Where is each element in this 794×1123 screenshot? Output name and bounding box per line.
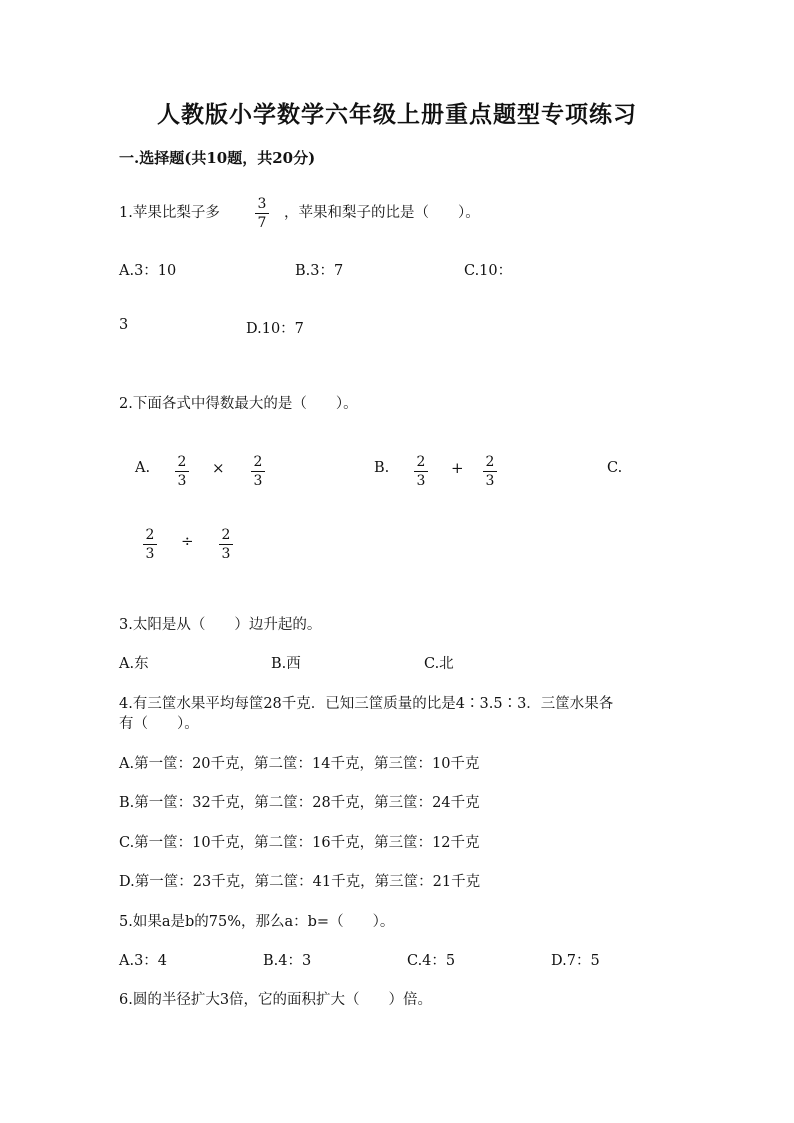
frac-numerator: 2 — [145, 527, 155, 543]
frac-bar — [219, 544, 233, 545]
frac-bar — [251, 471, 265, 472]
q5-option-b: B.4：3 — [263, 953, 312, 969]
q2-b-operator: + — [451, 459, 464, 477]
q5-option-c: C.4：5 — [407, 953, 456, 969]
q1-frac-denominator: 7 — [257, 215, 267, 231]
q3-stem: 3.太阳是从（ ）边升起的。 — [119, 617, 322, 633]
q2-a-operator: × — [212, 459, 225, 477]
q2-b-fraction-1 — [414, 454, 428, 489]
q2-a-fraction-1 — [175, 454, 189, 489]
page-title: 人教版小学数学六年级上册重点题型专项练习 — [157, 101, 637, 128]
q5-option-d: D.7：5 — [551, 953, 600, 969]
q4-option-b: B.第一筐：32千克，第二筐：28千克，第三筐：24千克 — [119, 795, 480, 811]
frac-denominator: 3 — [416, 473, 426, 489]
q1-option-c: C.10： — [464, 263, 513, 279]
frac-numerator: 2 — [221, 527, 231, 543]
q6-stem: 6.圆的半径扩大3倍，它的面积扩大（ ）倍。 — [119, 992, 433, 1008]
frac-denominator: 3 — [221, 546, 231, 562]
frac-numerator: 2 — [485, 454, 495, 470]
frac-bar — [175, 471, 189, 472]
q1-option-a: A.3：10 — [119, 263, 177, 279]
frac-denominator: 3 — [177, 473, 187, 489]
q1-stem-tail: ，苹果和梨子的比是（ ）。 — [284, 205, 480, 221]
q3-option-b: B.西 — [271, 656, 301, 672]
q1-stem: 1.苹果比梨子多 — [119, 205, 220, 221]
frac-numerator: 2 — [416, 454, 426, 470]
frac-bar — [143, 544, 157, 545]
q2-stem: 2.下面各式中得数最大的是（ ）。 — [119, 396, 358, 412]
section-heading: 一.选择题(共10题，共20分) — [119, 149, 316, 167]
q4-option-c: C.第一筐：10千克，第二筐：16千克，第三筐：12千克 — [119, 835, 480, 851]
frac-denominator: 3 — [145, 546, 155, 562]
frac-bar — [483, 471, 497, 472]
frac-numerator: 2 — [253, 454, 263, 470]
q2-c-fraction-1 — [143, 527, 157, 562]
q2-option-b-label: B. — [374, 460, 390, 476]
q2-c-operator: ÷ — [181, 532, 194, 550]
q2-b-fraction-2 — [483, 454, 497, 489]
q1-option-d: D.10：7 — [246, 321, 304, 337]
q1-option-b: B.3：7 — [295, 263, 344, 279]
q4-option-d: D.第一筐：23千克，第二筐：41千克，第三筐：21千克 — [119, 874, 481, 890]
q1-frac-numerator: 3 — [257, 196, 267, 212]
q3-option-a: A.东 — [119, 656, 149, 672]
frac-denominator: 3 — [485, 473, 495, 489]
q2-c-fraction-2 — [219, 527, 233, 562]
q1-frac-bar — [255, 213, 269, 214]
q4-stem-line1: 4.有三筐水果平均每筐28千克．已知三筐质量的比是4∶3.5∶3．三筐水果各 — [119, 696, 614, 712]
frac-bar — [414, 471, 428, 472]
frac-denominator: 3 — [253, 473, 263, 489]
q5-stem: 5.如果a是b的75%，那么a：b=（ ）。 — [119, 914, 395, 930]
q1-option-c-cont: 3 — [119, 317, 129, 333]
frac-numerator: 2 — [177, 454, 187, 470]
q5-option-a: A.3：4 — [119, 953, 168, 969]
q2-option-a-label: A. — [135, 460, 151, 476]
q4-stem-line2: 有（ ）。 — [119, 716, 199, 732]
q1-fraction — [255, 196, 269, 231]
q3-option-c: C.北 — [424, 656, 454, 672]
q4-option-a: A.第一筐：20千克，第二筐：14千克，第三筐：10千克 — [119, 756, 480, 772]
q2-option-c-label: C. — [607, 460, 623, 476]
q2-a-fraction-2 — [251, 454, 265, 489]
